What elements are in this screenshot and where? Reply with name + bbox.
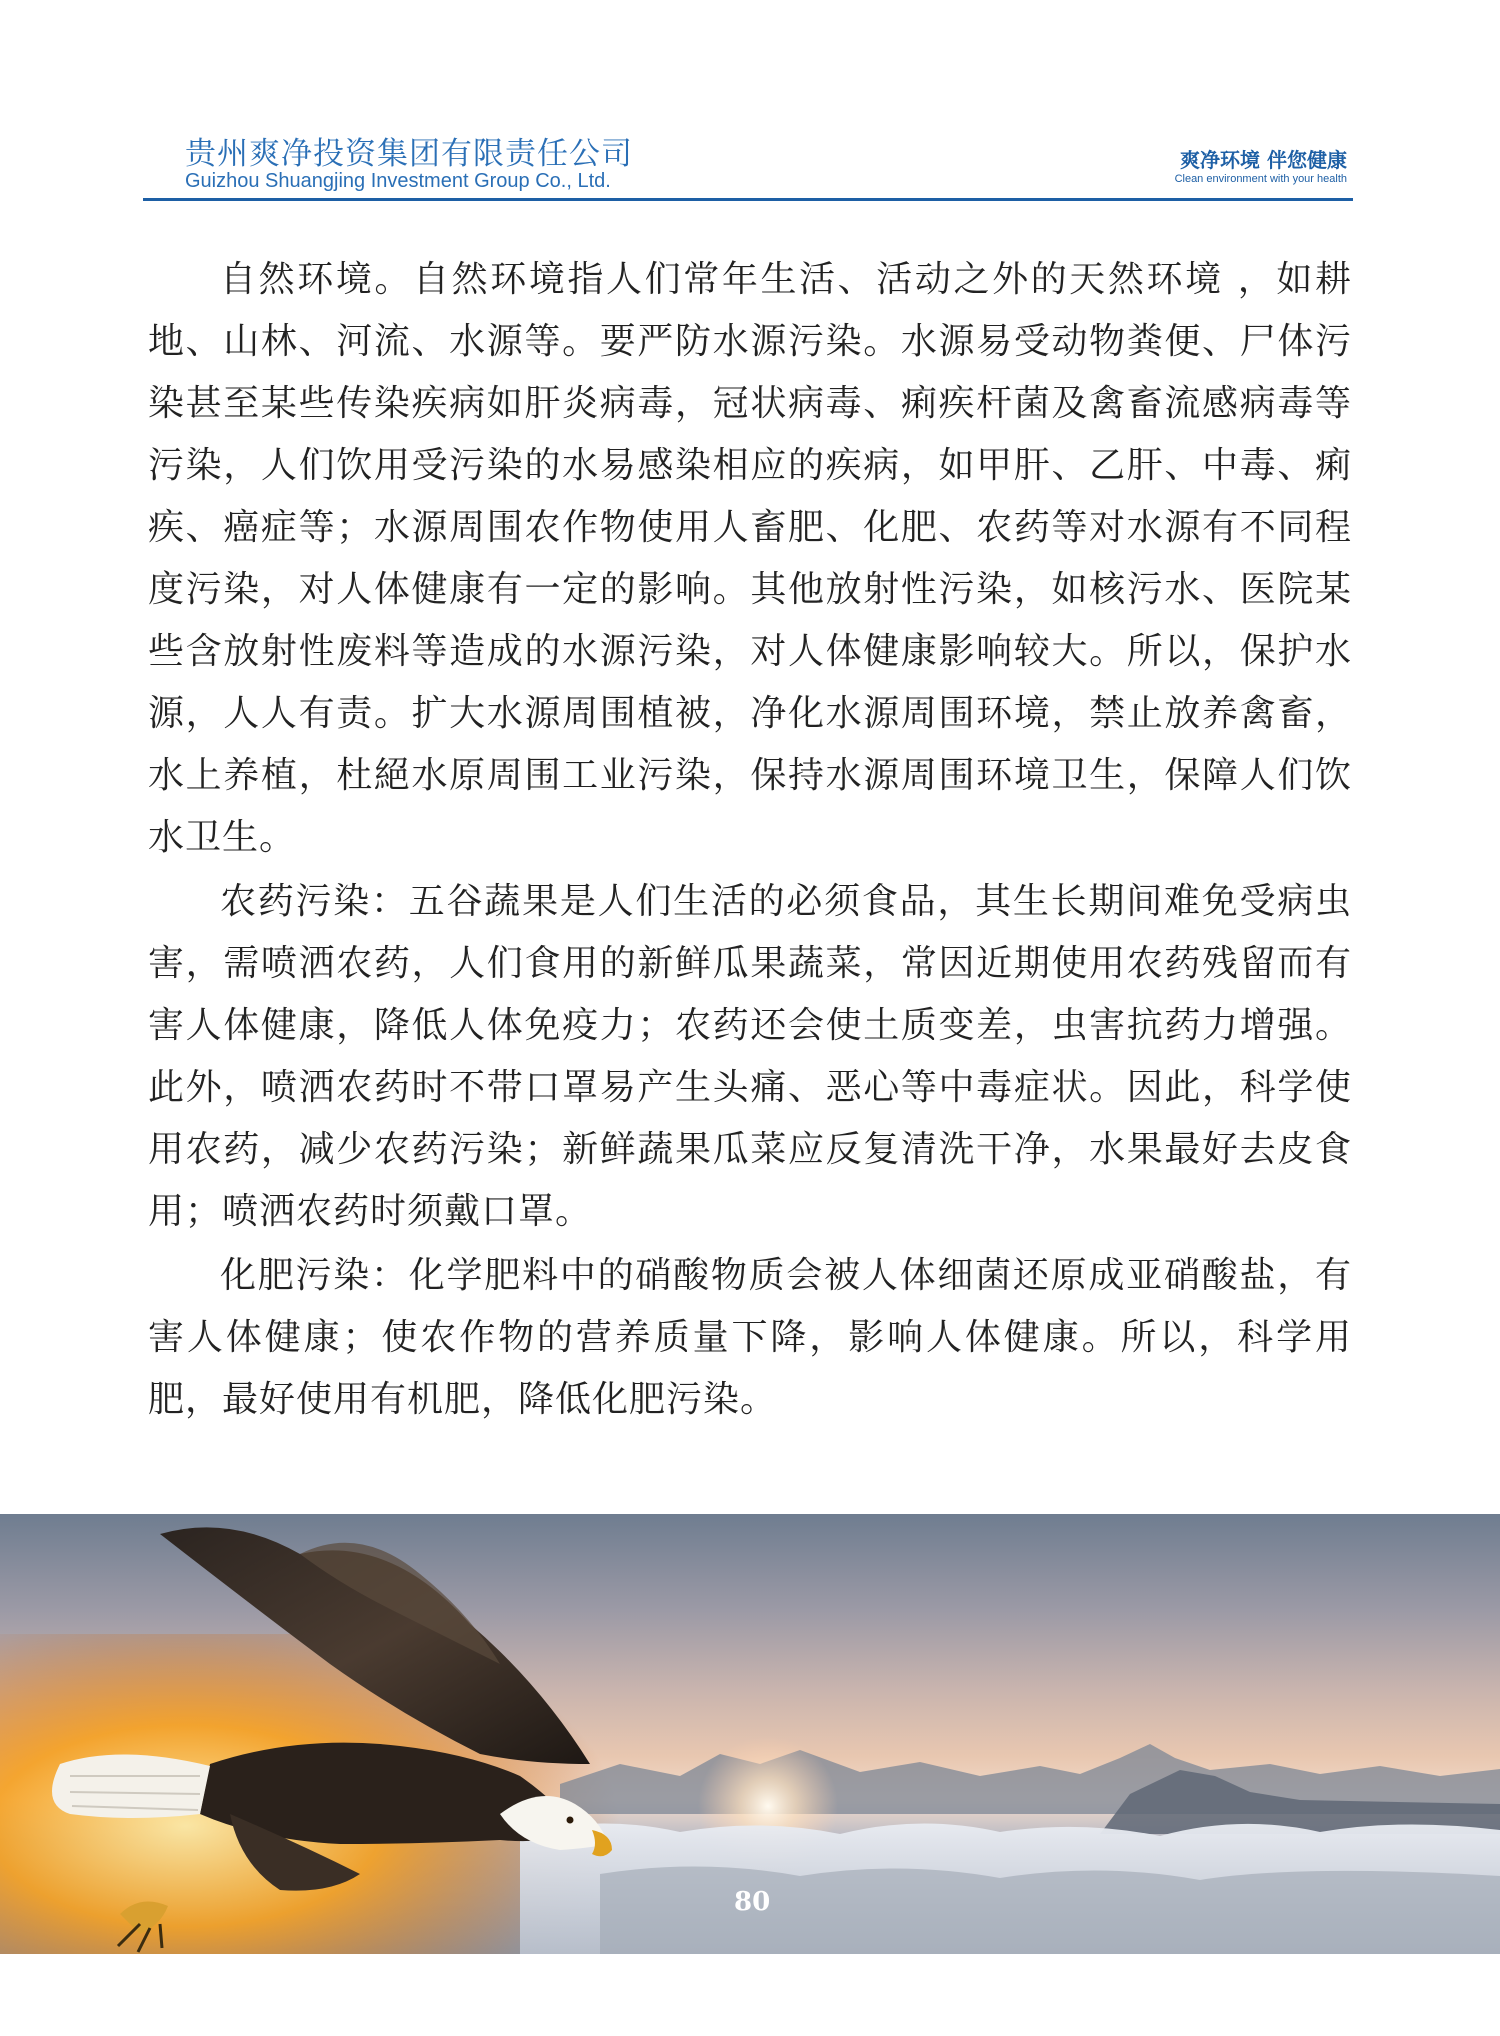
page-header (143, 124, 1353, 202)
paragraph-natural-environment: 自然环境。自然环境指人们常年生活、活动之外的天然环境 ，如耕地、山林、河流、水源等。要严防水源污染。水源易受动物粪便、尸体污染甚至某些传染疾病如肝炎病毒，冠状病毒、痢疾杆菌及禽畜流感病毒等污染，人们饮用受污染的水易感染相应的疾病，如甲肝、乙肝、中毒、痢疾、癌症等；水源周围农作物使用人畜肥、化肥、农药等对水源有不同程度污染，对人体健康有一定的影响。其他放射性污染，如核污水、医院某些含放射性废料等造成的水源污染，对人体健康影响较大。所以，保护水源，人人有责。扩大水源周围植被，净化水源周围环境，禁止放养禽畜，水上养植，杜絕水原周围工业污染，保持水源周围环境卫生，保障人们饮水卫生。 (148, 259, 1352, 858)
header-divider (143, 198, 1353, 201)
slogan-cn: 爽净环境 伴您健康 (1180, 148, 1347, 172)
page-number: 80 (734, 1887, 771, 1917)
paragraph-fertilizer-pollution: 化肥污染：化学肥料中的硝酸物质会被人体细菌还原成亚硝酸盐，有害人体健康；使农作物的营养质量下降，影响人体健康。所以，科学用肥，最好使用有机肥，降低化肥污染。 (148, 1255, 1352, 1420)
slogan-en: Clean environment with your health (1174, 173, 1347, 185)
article-body (148, 249, 1352, 1433)
company-name-en: Guizhou Shuangjing Investment Group Co., Ltd. (185, 170, 611, 192)
paragraph-pesticide-pollution: 农药污染：五谷蔬果是人们生活的必须食品，其生长期间难免受病虫害，需喷洒农药，人们食用的新鲜瓜果蔬菜，常因近期使用农药残留而有害人体健康，降低人体免疫力；农药还会使土质变差，虫害抗药力增强。此外，喷洒农药时不带口罩易产生头痛、恶心等中毒症状。因此，科学使用农药，减少农药污染；新鲜蔬果瓜菜应反复清洗干净，水果最好去皮食用；喷洒农药时须戴口罩。 (148, 881, 1352, 1232)
company-name-cn: 贵州爽净投资集团有限责任公司 (185, 136, 633, 172)
